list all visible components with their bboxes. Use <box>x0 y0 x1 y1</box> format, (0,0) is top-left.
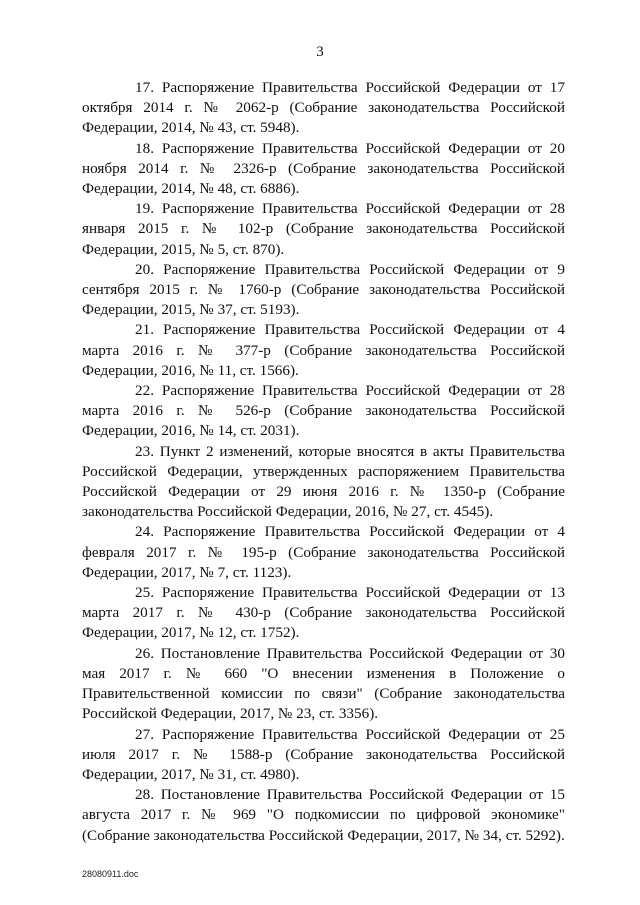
list-item: 23. Пункт 2 изменений, которые вносятся в акты Правительства Российской Федерации, утвержденных распоряжением Правительства Российской Федерации от 29 июня 2016 г. № 1350-р (Собрание законодательства Российской Федерации, 2016, № 27, ст. 4545). <box>82 442 565 521</box>
list-item: 25. Распоряжение Правительства Российской Федерации от 13 марта 2017 г. № 430-р (Собрание законодательства Российской Федерации, 2017, № 12, ст. 1752). <box>82 584 565 642</box>
legal-acts-list <box>82 78 565 846</box>
list-item: 17. Распоряжение Правительства Российской Федерации от 17 октября 2014 г. № 2062-р (Собрание законодательства Российской Федерации, 2014, № 43, ст. 5948). <box>82 79 565 137</box>
list-item: 28. Постановление Правительства Российской Федерации от 15 августа 2017 г. № 969 "О подкомиссии по цифровой экономике" (Собрание законодательства Российской Федерации, 2017, № 34, ст. 5292). <box>82 786 565 844</box>
list-item: 19. Распоряжение Правительства Российской Федерации от 28 января 2015 г. № 102-р (Собрание законодательства Российской Федерации, 2015, № 5, ст. 870). <box>82 200 565 258</box>
list-item: 18. Распоряжение Правительства Российской Федерации от 20 ноября 2014 г. № 2326-р (Собрание законодательства Российской Федерации, 2014, № 48, ст. 6886). <box>82 139 565 198</box>
list-item: 24. Распоряжение Правительства Российской Федерации от 4 февраля 2017 г. № 195-р (Собрание законодательства Российской Федерации, 2017, № 7, ст. 1123). <box>82 523 565 581</box>
page-number: 3 <box>316 44 324 60</box>
list-item: 21. Распоряжение Правительства Российской Федерации от 4 марта 2016 г. № 377-р (Собрание законодательства Российской Федерации, 2016, № 11, ст. 1566). <box>82 321 565 379</box>
list-item: 22. Распоряжение Правительства Российской Федерации от 28 марта 2016 г. № 526-р (Собрание законодательства Российской Федерации, 2016, № 14, ст. 2031). <box>82 382 565 440</box>
list-item: 26. Постановление Правительства Российской Федерации от 30 мая 2017 г. № 660 "О внесении изменения в Положение о Правительственной комиссии по связи" (Собрание законодательства Российской Федерации, 2017, № 23, ст. 3356). <box>82 644 565 723</box>
footer-filename: 28080911.doc <box>82 869 139 879</box>
list-item: 20. Распоряжение Правительства Российской Федерации от 9 сентября 2015 г. № 1760-р (Собрание законодательства Российской Федерации, 2015, № 37, ст. 5193). <box>82 260 565 319</box>
list-item: 27. Распоряжение Правительства Российской Федерации от 25 июля 2017 г. № 1588-р (Собрание законодательства Российской Федерации, 2017, № 31, ст. 4980). <box>82 725 565 783</box>
